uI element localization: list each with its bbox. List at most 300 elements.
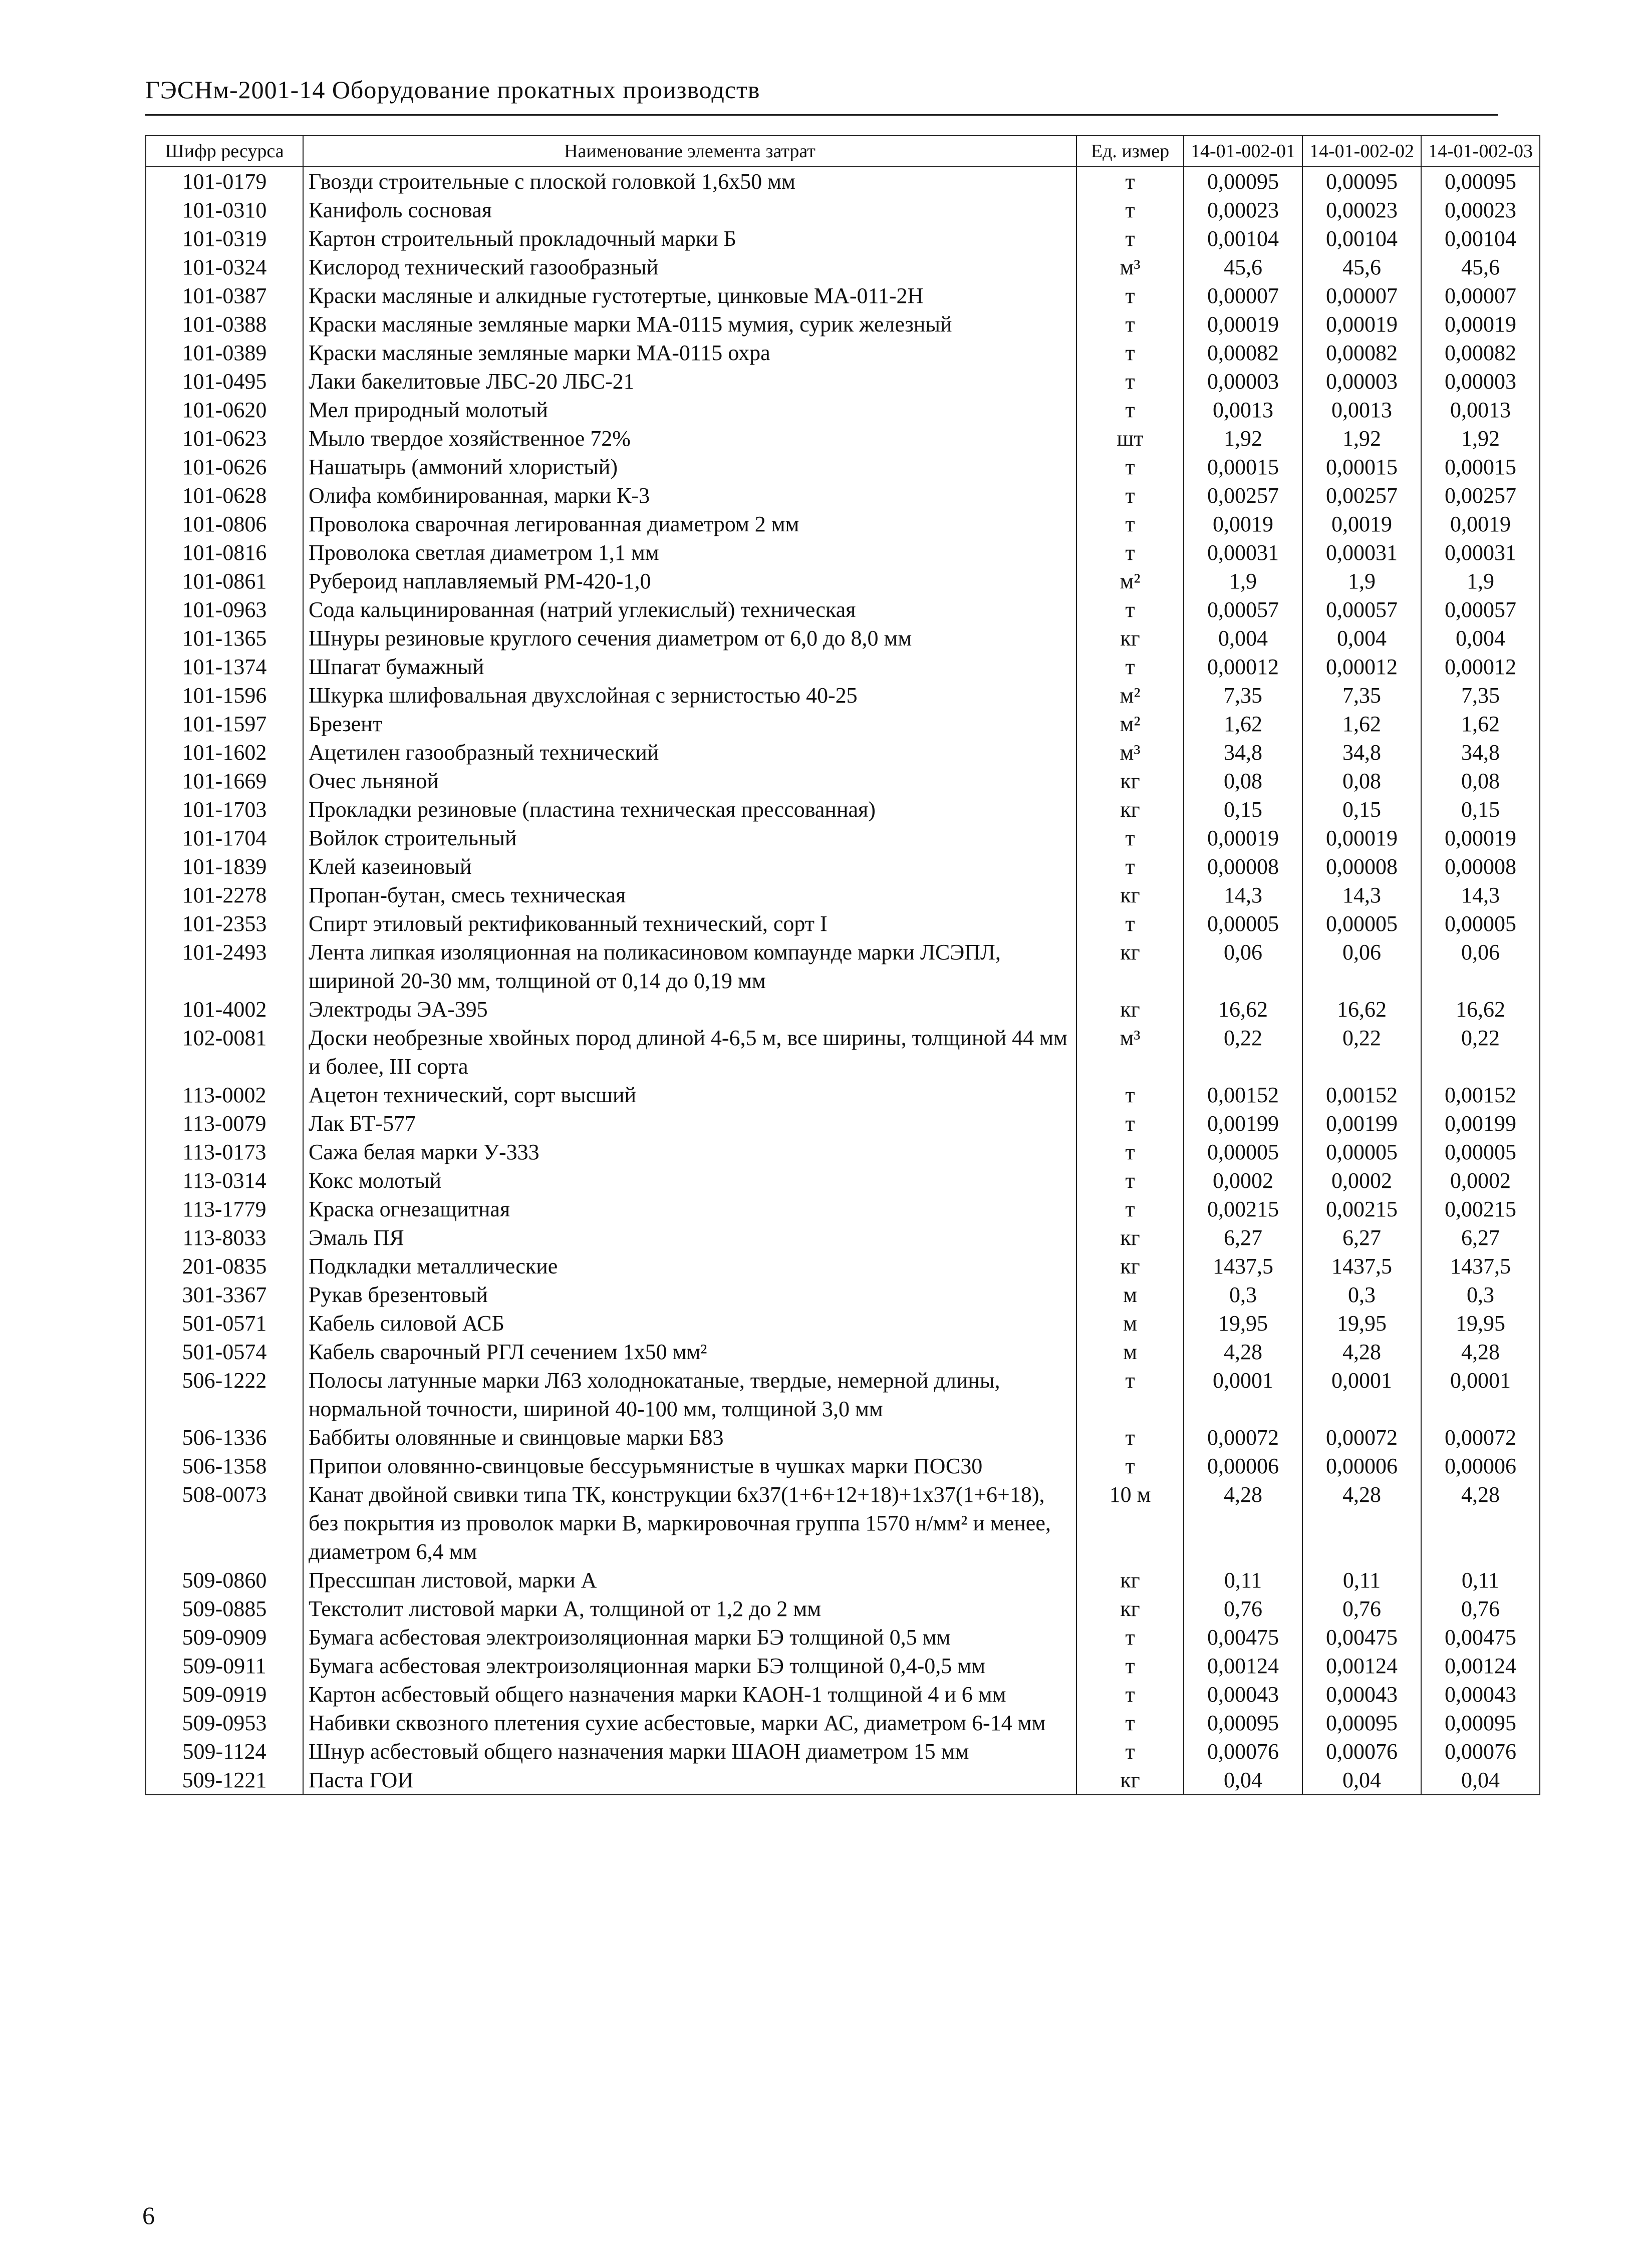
norm-value-1: 0,11 bbox=[1184, 1566, 1302, 1594]
norm-value-2: 0,00082 bbox=[1302, 339, 1421, 367]
resource-code: 101-0623 bbox=[146, 424, 303, 453]
norm-value-3: 0,00076 bbox=[1421, 1737, 1540, 1766]
table-row bbox=[146, 738, 1540, 767]
norm-value-1: 0,15 bbox=[1184, 795, 1302, 824]
unit-of-measure: т bbox=[1076, 310, 1184, 339]
norm-value-1: 0,00007 bbox=[1184, 281, 1302, 310]
unit-of-measure: м² bbox=[1076, 681, 1184, 710]
resource-name: Кабель сварочный РГЛ сечением 1х50 мм² bbox=[303, 1338, 1076, 1366]
norm-value-1: 14,3 bbox=[1184, 881, 1302, 909]
norm-value-1: 0,00005 bbox=[1184, 909, 1302, 938]
table-row bbox=[146, 852, 1540, 881]
resource-code: 508-0073 bbox=[146, 1480, 303, 1566]
resource-code: 509-0919 bbox=[146, 1680, 303, 1709]
unit-of-measure: шт bbox=[1076, 424, 1184, 453]
norm-value-1: 0,00104 bbox=[1184, 224, 1302, 253]
norm-value-1: 0,00475 bbox=[1184, 1623, 1302, 1652]
norm-value-1: 0,08 bbox=[1184, 767, 1302, 795]
norm-value-1: 0,00072 bbox=[1184, 1423, 1302, 1452]
norm-value-1: 0,00006 bbox=[1184, 1452, 1302, 1480]
resource-name: Канифоль сосновая bbox=[303, 196, 1076, 224]
resource-name: Гвозди строительные с плоской головкой 1,6х50 мм bbox=[303, 167, 1076, 196]
norm-value-2: 0,00019 bbox=[1302, 310, 1421, 339]
table-header-row bbox=[146, 136, 1540, 167]
norm-value-2: 14,3 bbox=[1302, 881, 1421, 909]
norm-value-3: 0,004 bbox=[1421, 624, 1540, 653]
page-number: 6 bbox=[142, 2201, 155, 2229]
table-row bbox=[146, 510, 1540, 538]
unit-of-measure: т bbox=[1076, 396, 1184, 424]
unit-of-measure: м³ bbox=[1076, 738, 1184, 767]
resource-name: Баббиты оловянные и свинцовые марки Б83 bbox=[303, 1423, 1076, 1452]
unit-of-measure: т bbox=[1076, 281, 1184, 310]
table-row bbox=[146, 1452, 1540, 1480]
resource-name: Полосы латунные марки Л63 холоднокатаные, твердые, немерной длины, нормальной точности, шириной 40-100 мм, толщиной 3,0 мм bbox=[303, 1366, 1076, 1423]
table-row bbox=[146, 339, 1540, 367]
resource-code: 201-0835 bbox=[146, 1252, 303, 1280]
norm-value-1: 0,0001 bbox=[1184, 1366, 1302, 1423]
resource-name: Шнуры резиновые круглого сечения диаметром от 6,0 до 8,0 мм bbox=[303, 624, 1076, 653]
unit-of-measure: кг bbox=[1076, 1223, 1184, 1252]
norm-value-2: 0,00215 bbox=[1302, 1195, 1421, 1223]
norm-value-3: 1,92 bbox=[1421, 424, 1540, 453]
resource-name: Кислород технический газообразный bbox=[303, 253, 1076, 281]
table-row bbox=[146, 1081, 1540, 1109]
table-row bbox=[146, 1480, 1540, 1566]
unit-of-measure: м² bbox=[1076, 710, 1184, 738]
resource-table-container bbox=[145, 135, 1533, 1795]
norm-value-3: 1,62 bbox=[1421, 710, 1540, 738]
resource-code: 101-1602 bbox=[146, 738, 303, 767]
norm-value-1: 7,35 bbox=[1184, 681, 1302, 710]
table-row bbox=[146, 396, 1540, 424]
resource-name: Олифа комбинированная, марки К-3 bbox=[303, 481, 1076, 510]
table-row bbox=[146, 1594, 1540, 1623]
norm-value-1: 0,00152 bbox=[1184, 1081, 1302, 1109]
resource-name: Ацетон технический, сорт высший bbox=[303, 1081, 1076, 1109]
resource-name: Прессшпан листовой, марки А bbox=[303, 1566, 1076, 1594]
norm-value-2: 0,00199 bbox=[1302, 1109, 1421, 1138]
norm-value-3: 0,00005 bbox=[1421, 909, 1540, 938]
document-title: ГЭСНм-2001-14 Оборудование прокатных производств bbox=[145, 76, 760, 104]
resource-name: Краски масляные земляные марки МА-0115 охра bbox=[303, 339, 1076, 367]
resource-name: Очес льняной bbox=[303, 767, 1076, 795]
table-row bbox=[146, 367, 1540, 396]
unit-of-measure: кг bbox=[1076, 938, 1184, 995]
resource-code: 509-0885 bbox=[146, 1594, 303, 1623]
resource-code: 501-0574 bbox=[146, 1338, 303, 1366]
resource-code: 101-0806 bbox=[146, 510, 303, 538]
column-header-code: Шифр ресурса bbox=[146, 136, 303, 167]
unit-of-measure: кг bbox=[1076, 1252, 1184, 1280]
norm-value-3: 0,00072 bbox=[1421, 1423, 1540, 1452]
norm-value-1: 0,22 bbox=[1184, 1024, 1302, 1081]
unit-of-measure: т bbox=[1076, 196, 1184, 224]
resource-name: Проволока светлая диаметром 1,1 мм bbox=[303, 538, 1076, 567]
resource-code: 101-2278 bbox=[146, 881, 303, 909]
unit-of-measure: т bbox=[1076, 167, 1184, 196]
unit-of-measure: т bbox=[1076, 510, 1184, 538]
resource-code: 101-1374 bbox=[146, 653, 303, 681]
resource-code: 101-1596 bbox=[146, 681, 303, 710]
norm-value-3: 0,00015 bbox=[1421, 453, 1540, 481]
unit-of-measure: кг bbox=[1076, 1594, 1184, 1623]
norm-value-2: 0,00031 bbox=[1302, 538, 1421, 567]
resource-name: Пропан-бутан, смесь техническая bbox=[303, 881, 1076, 909]
resource-code: 113-0173 bbox=[146, 1138, 303, 1166]
resource-code: 102-0081 bbox=[146, 1024, 303, 1081]
norm-value-1: 0,00082 bbox=[1184, 339, 1302, 367]
resource-code: 113-0002 bbox=[146, 1081, 303, 1109]
norm-value-1: 0,00057 bbox=[1184, 595, 1302, 624]
unit-of-measure: м³ bbox=[1076, 253, 1184, 281]
resource-name: Кокс молотый bbox=[303, 1166, 1076, 1195]
norm-value-3: 0,00019 bbox=[1421, 310, 1540, 339]
column-header-norm-1: 14-01-002-01 bbox=[1184, 136, 1302, 167]
norm-value-1: 0,0002 bbox=[1184, 1166, 1302, 1195]
resource-name: Подкладки металлические bbox=[303, 1252, 1076, 1280]
table-row bbox=[146, 995, 1540, 1024]
table-row bbox=[146, 938, 1540, 995]
norm-value-3: 0,06 bbox=[1421, 938, 1540, 995]
norm-value-3: 0,00257 bbox=[1421, 481, 1540, 510]
table-row bbox=[146, 653, 1540, 681]
column-header-unit: Ед. измер bbox=[1076, 136, 1184, 167]
norm-value-3: 19,95 bbox=[1421, 1309, 1540, 1338]
unit-of-measure: т bbox=[1076, 1366, 1184, 1423]
norm-value-3: 4,28 bbox=[1421, 1338, 1540, 1366]
norm-value-3: 0,00005 bbox=[1421, 1138, 1540, 1166]
table-row bbox=[146, 481, 1540, 510]
unit-of-measure: кг bbox=[1076, 881, 1184, 909]
unit-of-measure: т bbox=[1076, 1737, 1184, 1766]
norm-value-2: 7,35 bbox=[1302, 681, 1421, 710]
table-row bbox=[146, 1737, 1540, 1766]
norm-value-2: 0,00104 bbox=[1302, 224, 1421, 253]
resource-name: Рубероид наплавляемый РМ-420-1,0 bbox=[303, 567, 1076, 595]
unit-of-measure: т bbox=[1076, 595, 1184, 624]
resource-code: 101-0816 bbox=[146, 538, 303, 567]
norm-value-1: 45,6 bbox=[1184, 253, 1302, 281]
table-row bbox=[146, 1166, 1540, 1195]
resource-code: 101-2353 bbox=[146, 909, 303, 938]
resource-code: 101-0963 bbox=[146, 595, 303, 624]
norm-value-2: 0,06 bbox=[1302, 938, 1421, 995]
table-row bbox=[146, 453, 1540, 481]
resource-code: 509-0860 bbox=[146, 1566, 303, 1594]
resource-code: 101-4002 bbox=[146, 995, 303, 1024]
table-row bbox=[146, 795, 1540, 824]
norm-value-3: 0,00023 bbox=[1421, 196, 1540, 224]
table-row bbox=[146, 1138, 1540, 1166]
column-header-norm-3: 14-01-002-03 bbox=[1421, 136, 1540, 167]
unit-of-measure: т bbox=[1076, 453, 1184, 481]
unit-of-measure: т bbox=[1076, 1423, 1184, 1452]
norm-value-3: 1,9 bbox=[1421, 567, 1540, 595]
norm-value-1: 1,92 bbox=[1184, 424, 1302, 453]
resource-name: Прокладки резиновые (пластина техническая прессованная) bbox=[303, 795, 1076, 824]
unit-of-measure: т bbox=[1076, 339, 1184, 367]
table-row bbox=[146, 310, 1540, 339]
norm-value-2: 0,00007 bbox=[1302, 281, 1421, 310]
norm-value-3: 0,00057 bbox=[1421, 595, 1540, 624]
norm-value-1: 0,00019 bbox=[1184, 310, 1302, 339]
norm-value-1: 0,00043 bbox=[1184, 1680, 1302, 1709]
resource-code: 101-1839 bbox=[146, 852, 303, 881]
norm-value-2: 0,76 bbox=[1302, 1594, 1421, 1623]
resource-name: Шпагат бумажный bbox=[303, 653, 1076, 681]
resource-name: Набивки сквозного плетения сухие асбестовые, марки АС, диаметром 6-14 мм bbox=[303, 1709, 1076, 1737]
column-header-norm-2: 14-01-002-02 bbox=[1302, 136, 1421, 167]
resource-code: 101-0626 bbox=[146, 453, 303, 481]
unit-of-measure: т bbox=[1076, 1709, 1184, 1737]
table-row bbox=[146, 538, 1540, 567]
norm-value-3: 0,04 bbox=[1421, 1766, 1540, 1795]
unit-of-measure: м bbox=[1076, 1280, 1184, 1309]
resource-name: Спирт этиловый ректификованный технический, сорт I bbox=[303, 909, 1076, 938]
norm-value-2: 0,08 bbox=[1302, 767, 1421, 795]
resource-name: Лаки бакелитовые ЛБС-20 ЛБС-21 bbox=[303, 367, 1076, 396]
unit-of-measure: т bbox=[1076, 824, 1184, 852]
table-row bbox=[146, 1252, 1540, 1280]
norm-value-1: 4,28 bbox=[1184, 1338, 1302, 1366]
norm-value-2: 0,00076 bbox=[1302, 1737, 1421, 1766]
table-row bbox=[146, 424, 1540, 453]
norm-value-2: 1,9 bbox=[1302, 567, 1421, 595]
norm-value-2: 0,00072 bbox=[1302, 1423, 1421, 1452]
table-row bbox=[146, 1338, 1540, 1366]
resource-name: Лента липкая изоляционная на поликасиновом компаунде марки ЛСЭПЛ, шириной 20-30 мм, толщиной от 0,14 до 0,19 мм bbox=[303, 938, 1076, 995]
unit-of-measure: м³ bbox=[1076, 1024, 1184, 1081]
norm-value-1: 0,00095 bbox=[1184, 1709, 1302, 1737]
unit-of-measure: кг bbox=[1076, 995, 1184, 1024]
resource-code: 509-0953 bbox=[146, 1709, 303, 1737]
unit-of-measure: т bbox=[1076, 224, 1184, 253]
unit-of-measure: т bbox=[1076, 909, 1184, 938]
norm-value-1: 0,76 bbox=[1184, 1594, 1302, 1623]
norm-value-1: 0,00023 bbox=[1184, 196, 1302, 224]
resource-code: 101-0319 bbox=[146, 224, 303, 253]
table-row bbox=[146, 1566, 1540, 1594]
table-row bbox=[146, 1709, 1540, 1737]
norm-value-3: 14,3 bbox=[1421, 881, 1540, 909]
unit-of-measure: т bbox=[1076, 1109, 1184, 1138]
norm-value-2: 0,0002 bbox=[1302, 1166, 1421, 1195]
table-row bbox=[146, 1366, 1540, 1423]
norm-value-2: 0,00006 bbox=[1302, 1452, 1421, 1480]
resource-code: 509-0911 bbox=[146, 1652, 303, 1680]
norm-value-3: 4,28 bbox=[1421, 1480, 1540, 1566]
norm-value-1: 0,00076 bbox=[1184, 1737, 1302, 1766]
norm-value-3: 7,35 bbox=[1421, 681, 1540, 710]
norm-value-2: 0,11 bbox=[1302, 1566, 1421, 1594]
norm-value-3: 0,08 bbox=[1421, 767, 1540, 795]
resource-name: Краски масляные земляные марки МА-0115 мумия, сурик железный bbox=[303, 310, 1076, 339]
unit-of-measure: т bbox=[1076, 367, 1184, 396]
table-row bbox=[146, 196, 1540, 224]
resource-name: Шнур асбестовый общего назначения марки ШАОН диаметром 15 мм bbox=[303, 1737, 1076, 1766]
norm-value-1: 4,28 bbox=[1184, 1480, 1302, 1566]
norm-value-3: 0,76 bbox=[1421, 1594, 1540, 1623]
resource-code: 301-3367 bbox=[146, 1280, 303, 1309]
norm-value-2: 6,27 bbox=[1302, 1223, 1421, 1252]
norm-value-2: 0,00475 bbox=[1302, 1623, 1421, 1652]
unit-of-measure: т bbox=[1076, 1623, 1184, 1652]
resource-name: Электроды ЭА-395 bbox=[303, 995, 1076, 1024]
norm-value-2: 19,95 bbox=[1302, 1309, 1421, 1338]
norm-value-3: 0,00019 bbox=[1421, 824, 1540, 852]
resource-name: Проволока сварочная легированная диаметром 2 мм bbox=[303, 510, 1076, 538]
norm-value-1: 1,9 bbox=[1184, 567, 1302, 595]
norm-value-1: 34,8 bbox=[1184, 738, 1302, 767]
norm-value-1: 1,62 bbox=[1184, 710, 1302, 738]
resource-name: Краски масляные и алкидные густотертые, цинковые МА-011-2Н bbox=[303, 281, 1076, 310]
unit-of-measure: кг bbox=[1076, 767, 1184, 795]
norm-value-3: 0,00475 bbox=[1421, 1623, 1540, 1652]
norm-value-2: 0,22 bbox=[1302, 1024, 1421, 1081]
norm-value-1: 16,62 bbox=[1184, 995, 1302, 1024]
norm-value-1: 0,00095 bbox=[1184, 167, 1302, 196]
table-row bbox=[146, 824, 1540, 852]
norm-value-2: 34,8 bbox=[1302, 738, 1421, 767]
unit-of-measure: т bbox=[1076, 852, 1184, 881]
resource-name: Брезент bbox=[303, 710, 1076, 738]
table-row bbox=[146, 767, 1540, 795]
norm-value-2: 0,00095 bbox=[1302, 1709, 1421, 1737]
unit-of-measure: т bbox=[1076, 1195, 1184, 1223]
resource-code: 101-0620 bbox=[146, 396, 303, 424]
unit-of-measure: т bbox=[1076, 653, 1184, 681]
norm-value-2: 0,00095 bbox=[1302, 167, 1421, 196]
resource-code: 101-1597 bbox=[146, 710, 303, 738]
resource-code: 101-0179 bbox=[146, 167, 303, 196]
unit-of-measure: т bbox=[1076, 1680, 1184, 1709]
resource-name: Картон асбестовый общего назначения марки КАОН-1 толщиной 4 и 6 мм bbox=[303, 1680, 1076, 1709]
norm-value-3: 0,00012 bbox=[1421, 653, 1540, 681]
resource-code: 113-8033 bbox=[146, 1223, 303, 1252]
unit-of-measure: т bbox=[1076, 1166, 1184, 1195]
unit-of-measure: кг bbox=[1076, 1766, 1184, 1795]
table-row bbox=[146, 909, 1540, 938]
resource-name: Рукав брезентовый bbox=[303, 1280, 1076, 1309]
norm-value-1: 0,3 bbox=[1184, 1280, 1302, 1309]
table-row bbox=[146, 1766, 1540, 1795]
norm-value-2: 0,004 bbox=[1302, 624, 1421, 653]
norm-value-3: 6,27 bbox=[1421, 1223, 1540, 1252]
resource-name: Бумага асбестовая электроизоляционная марки БЭ толщиной 0,5 мм bbox=[303, 1623, 1076, 1652]
norm-value-2: 1,92 bbox=[1302, 424, 1421, 453]
resource-code: 101-0387 bbox=[146, 281, 303, 310]
resource-code: 101-0861 bbox=[146, 567, 303, 595]
norm-value-3: 0,0013 bbox=[1421, 396, 1540, 424]
column-header-name: Наименование элемента затрат bbox=[303, 136, 1076, 167]
norm-value-3: 0,0019 bbox=[1421, 510, 1540, 538]
unit-of-measure: т bbox=[1076, 1081, 1184, 1109]
resource-name: Доски необрезные хвойных пород длиной 4-6,5 м, все ширины, толщиной 44 мм и более, III сорта bbox=[303, 1024, 1076, 1081]
norm-value-1: 1437,5 bbox=[1184, 1252, 1302, 1280]
resource-code: 101-1704 bbox=[146, 824, 303, 852]
norm-value-1: 0,04 bbox=[1184, 1766, 1302, 1795]
norm-value-3: 0,00124 bbox=[1421, 1652, 1540, 1680]
resource-name: Лак БТ-577 bbox=[303, 1109, 1076, 1138]
resource-code: 501-0571 bbox=[146, 1309, 303, 1338]
table-row bbox=[146, 224, 1540, 253]
unit-of-measure: т bbox=[1076, 1138, 1184, 1166]
norm-value-2: 0,00124 bbox=[1302, 1652, 1421, 1680]
table-row bbox=[146, 167, 1540, 196]
norm-value-2: 0,0001 bbox=[1302, 1366, 1421, 1423]
norm-value-2: 4,28 bbox=[1302, 1338, 1421, 1366]
resource-code: 101-1669 bbox=[146, 767, 303, 795]
resource-name: Мыло твердое хозяйственное 72% bbox=[303, 424, 1076, 453]
resource-code: 506-1358 bbox=[146, 1452, 303, 1480]
table-row bbox=[146, 881, 1540, 909]
norm-value-2: 0,00019 bbox=[1302, 824, 1421, 852]
norm-value-3: 0,00043 bbox=[1421, 1680, 1540, 1709]
resource-code: 506-1336 bbox=[146, 1423, 303, 1452]
resource-code: 113-1779 bbox=[146, 1195, 303, 1223]
table-row bbox=[146, 253, 1540, 281]
resource-name: Краска огнезащитная bbox=[303, 1195, 1076, 1223]
resource-code: 506-1222 bbox=[146, 1366, 303, 1423]
resource-code: 101-0495 bbox=[146, 367, 303, 396]
norm-value-1: 19,95 bbox=[1184, 1309, 1302, 1338]
table-row bbox=[146, 1680, 1540, 1709]
norm-value-1: 0,00015 bbox=[1184, 453, 1302, 481]
norm-value-2: 1437,5 bbox=[1302, 1252, 1421, 1280]
norm-value-2: 0,0019 bbox=[1302, 510, 1421, 538]
norm-value-3: 0,00003 bbox=[1421, 367, 1540, 396]
norm-value-3: 0,00007 bbox=[1421, 281, 1540, 310]
norm-value-1: 0,0013 bbox=[1184, 396, 1302, 424]
resource-name: Кабель силовой АСБ bbox=[303, 1309, 1076, 1338]
unit-of-measure: м² bbox=[1076, 567, 1184, 595]
resource-code: 101-1703 bbox=[146, 795, 303, 824]
resource-code: 101-0389 bbox=[146, 339, 303, 367]
unit-of-measure: м bbox=[1076, 1309, 1184, 1338]
table-row bbox=[146, 1652, 1540, 1680]
resource-code: 101-2493 bbox=[146, 938, 303, 995]
table-row bbox=[146, 1423, 1540, 1452]
norm-value-2: 16,62 bbox=[1302, 995, 1421, 1024]
table-row bbox=[146, 1195, 1540, 1223]
norm-value-2: 0,00015 bbox=[1302, 453, 1421, 481]
norm-value-3: 0,00031 bbox=[1421, 538, 1540, 567]
norm-value-2: 4,28 bbox=[1302, 1480, 1421, 1566]
resource-code: 101-0324 bbox=[146, 253, 303, 281]
resource-name: Ацетилен газообразный технический bbox=[303, 738, 1076, 767]
norm-value-3: 0,00082 bbox=[1421, 339, 1540, 367]
resource-name: Клей казеиновый bbox=[303, 852, 1076, 881]
table-row bbox=[146, 1109, 1540, 1138]
norm-value-3: 0,00152 bbox=[1421, 1081, 1540, 1109]
norm-value-1: 0,00199 bbox=[1184, 1109, 1302, 1138]
unit-of-measure: м bbox=[1076, 1338, 1184, 1366]
norm-value-2: 0,00057 bbox=[1302, 595, 1421, 624]
table-row bbox=[146, 567, 1540, 595]
norm-value-3: 1437,5 bbox=[1421, 1252, 1540, 1280]
resource-code: 101-1365 bbox=[146, 624, 303, 653]
table-row bbox=[146, 1280, 1540, 1309]
norm-value-2: 0,00005 bbox=[1302, 1138, 1421, 1166]
resource-code: 509-1221 bbox=[146, 1766, 303, 1795]
resource-name: Картон строительный прокладочный марки Б bbox=[303, 224, 1076, 253]
resource-name: Сода кальцинированная (натрий углекислый) техническая bbox=[303, 595, 1076, 624]
resource-name: Нашатырь (аммоний хлористый) bbox=[303, 453, 1076, 481]
norm-value-3: 0,11 bbox=[1421, 1566, 1540, 1594]
norm-value-1: 0,00003 bbox=[1184, 367, 1302, 396]
norm-value-2: 0,15 bbox=[1302, 795, 1421, 824]
